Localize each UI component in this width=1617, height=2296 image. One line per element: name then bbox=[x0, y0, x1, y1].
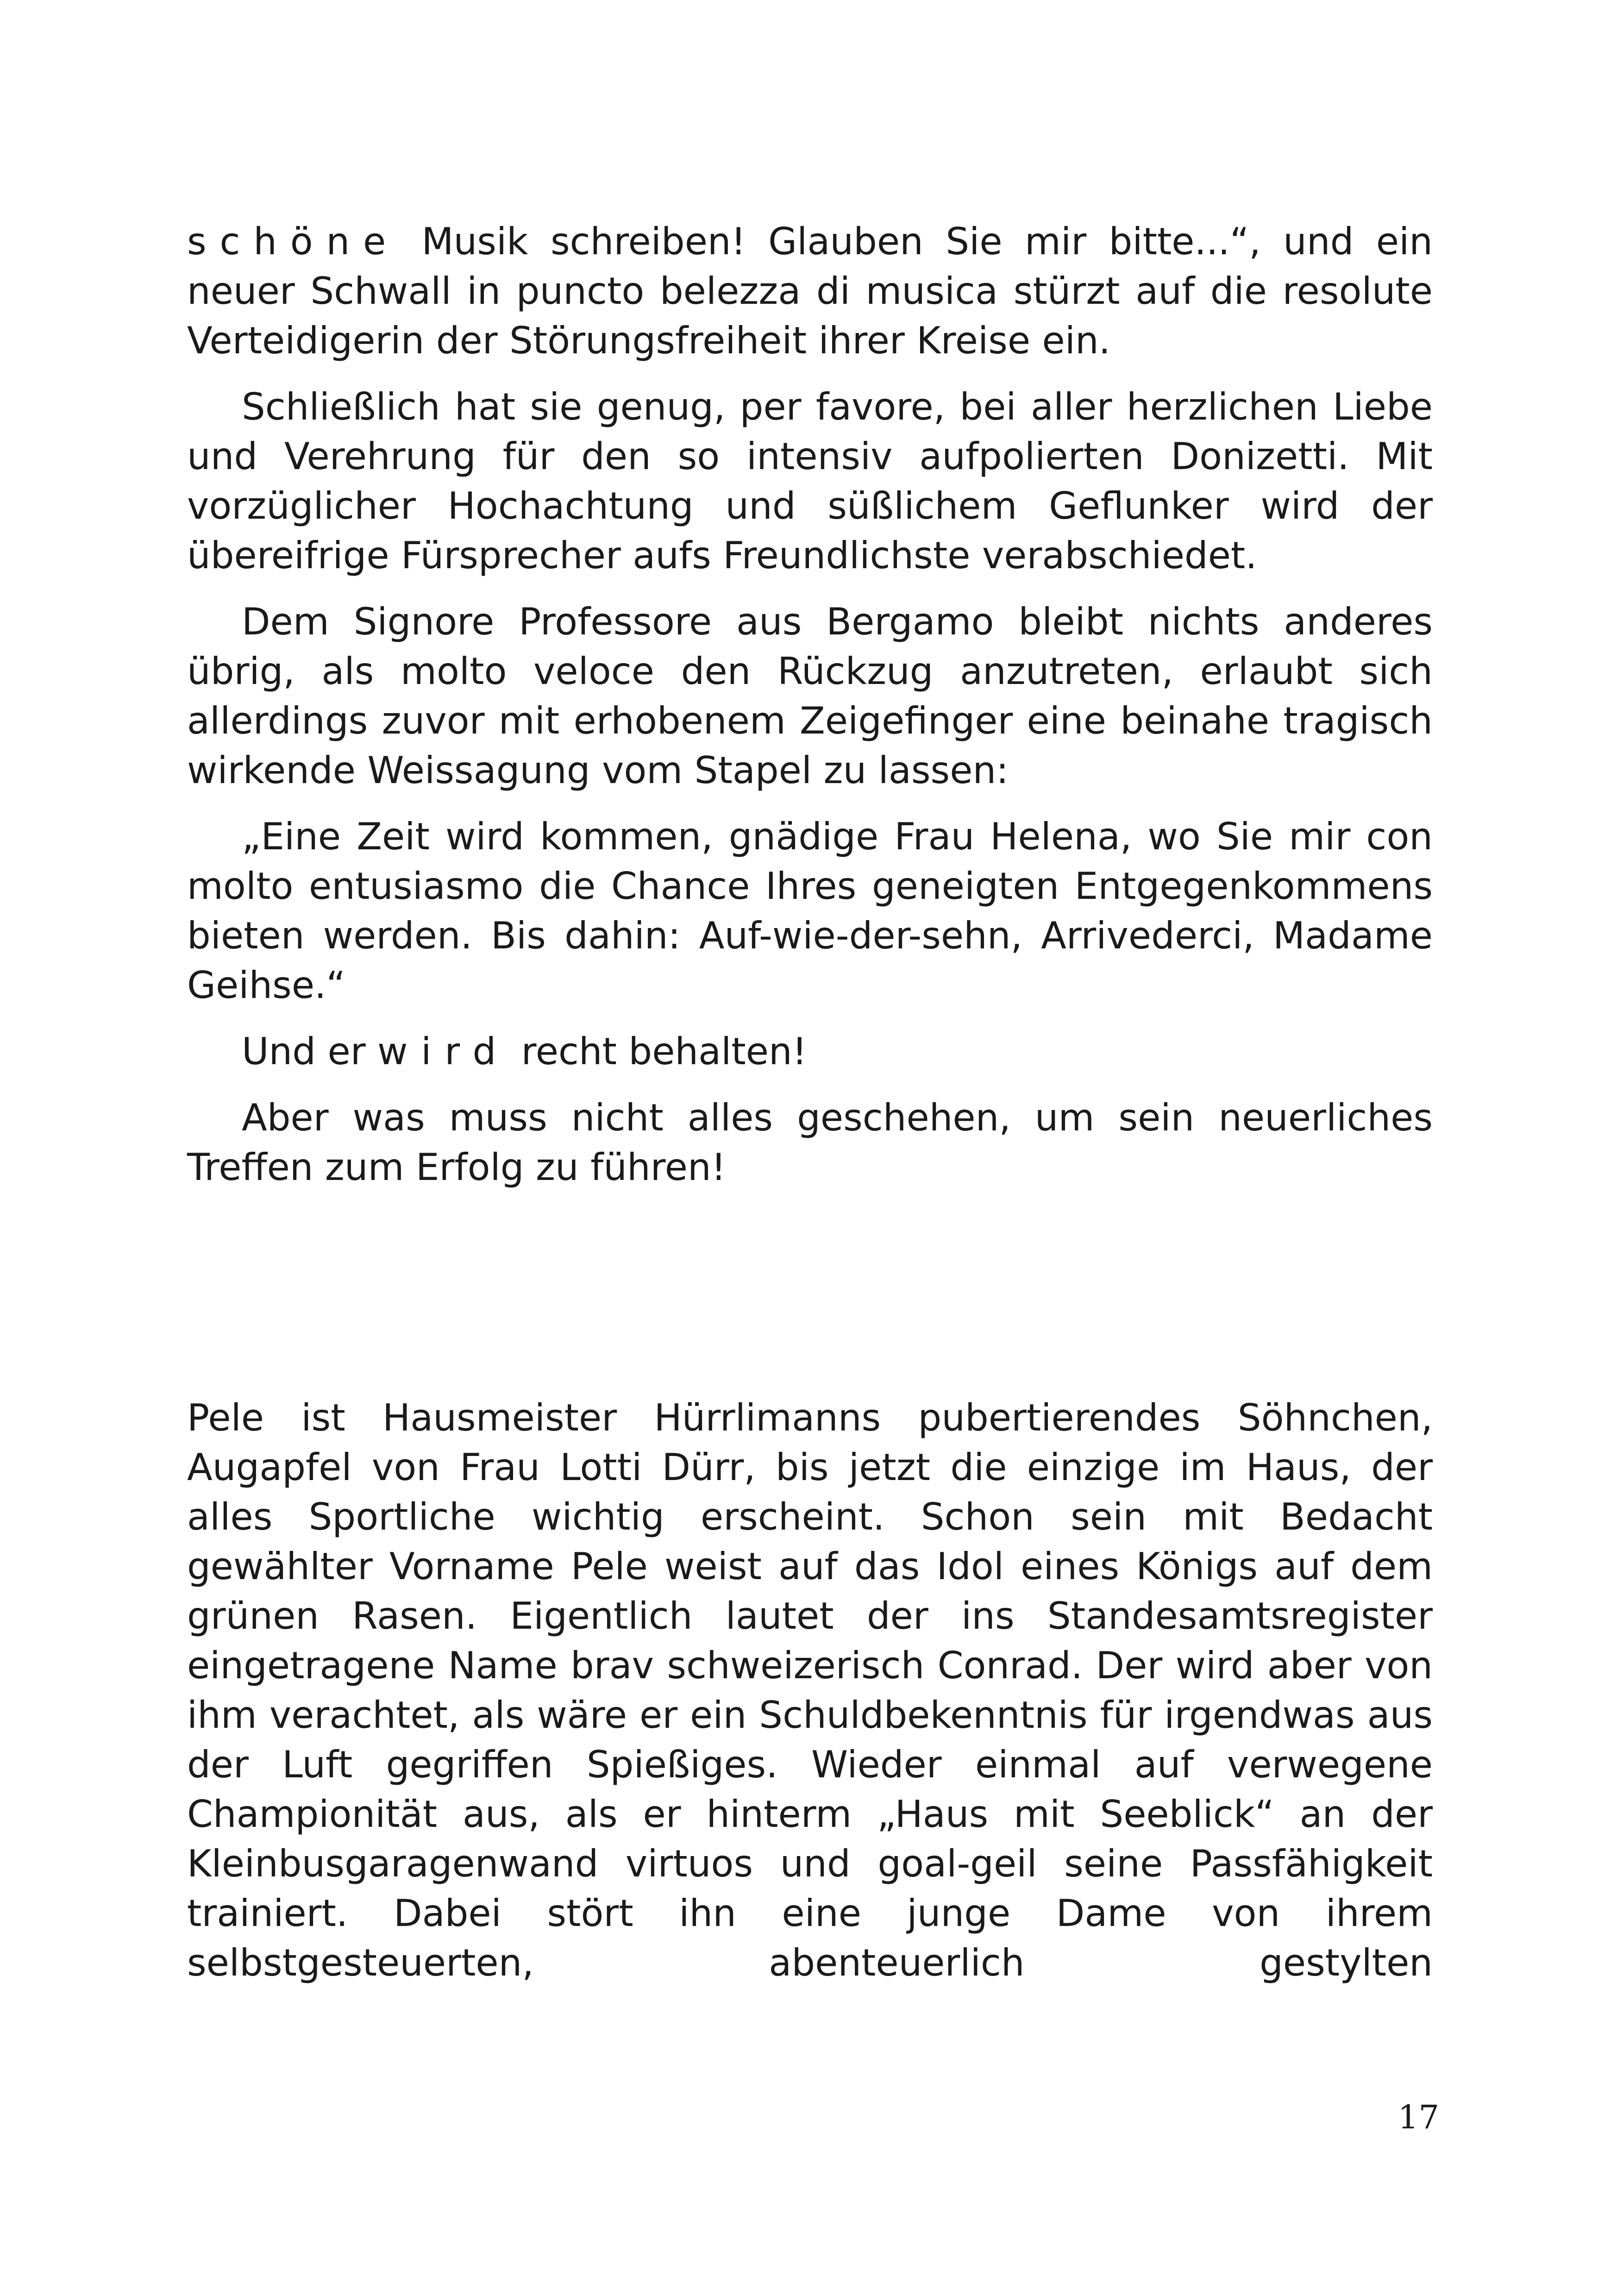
paragraph-5 bbox=[187, 1027, 1433, 1076]
paragraph-7: Pele ist Hausmeister Hürrlimanns pubertierendes Söhnchen, Augapfel von Frau Lotti Dürr, bis jetzt die einzige im Haus, der alles Sportliche wichtig erscheint. Schon sein mit Bedacht gewählter Vorname Pele weist auf das Idol eines Königs auf dem grünen Rasen. Eigentlich lautet der ins Standesamtsregister eingetragene Name brav schweizerisch Conrad. Der wird aber von ihm verachtet, als wäre er ein Schuldbekenntnis für irgendwas aus der Luft gegriffen Spießiges. Wieder einmal auf verwegene Championität aus, als er hinterm „Haus mit Seeblick“ an der Kleinbusgaragenwand virtuos und goal-geil seine Passfähigkeit trainiert. Dabei stört ihn eine junge Dame von ihrem selbstgesteuerten, abenteuerlich gestylten bbox=[187, 1396, 1433, 1984]
paragraph-3: Dem Signore Professore aus Bergamo bleibt nichts anderes übrig, als molto veloce den Rückzug anzutreten, erlaubt sich allerdings zuvor mit erhobenem Zeigefinger eine beinahe tragisch wirkende Weissagung vom Stapel zu lassen: bbox=[187, 600, 1433, 792]
paragraph-5-after: recht behalten! bbox=[509, 1030, 807, 1073]
text-section-1 bbox=[187, 217, 1433, 1209]
paragraph-4: „Eine Zeit wird kommen, gnädige Frau Helena, wo Sie mir con molto entusiasmo die Chance Ihres geneigten Entgegenkommens bieten werden. Bis dahin: Auf-wie-der-sehn, Arrivederci, Madame Geihse.“ bbox=[187, 815, 1433, 1007]
spaced-word-wird: wird bbox=[377, 1030, 510, 1073]
paragraph-6: Aber was muss nicht alles geschehen, um sein neuerliches Treffen zum Erfolg zu führen! bbox=[187, 1096, 1433, 1189]
paragraph-1-text: Musik schreiben! Glauben Sie mir bitte...“, und ein neuer Schwall in puncto belezza di musica stürzt auf die resolute Verteidigerin der Störungsfreiheit ihrer Kreise ein. bbox=[187, 220, 1433, 362]
paragraph-5-before: Und er bbox=[242, 1030, 378, 1073]
text-section-2 bbox=[187, 1393, 1433, 2004]
spaced-word-schoene: schöne bbox=[187, 220, 400, 263]
page-number: 17 bbox=[1398, 2098, 1439, 2136]
paragraph-2: Schließlich hat sie genug, per favore, bei aller herzlichen Liebe und Verehrung für den so intensiv aufpolierten Donizetti. Mit vorzüglicher Hochachtung und süßlichem Geflunker wird der übereifrige Fürsprecher aufs Freundlichste verabschiedet. bbox=[187, 385, 1433, 577]
paragraph-1 bbox=[187, 217, 1433, 365]
